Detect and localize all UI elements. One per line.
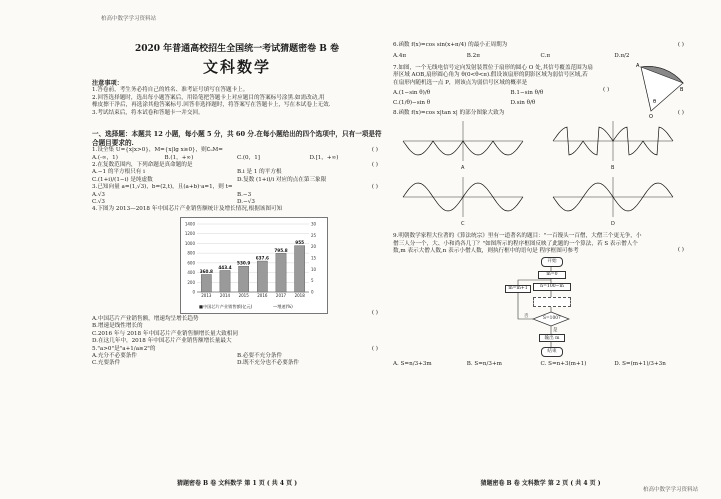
q6-option-d: D.π/2 — [614, 53, 630, 60]
y2-tick-label: 20 — [311, 244, 317, 250]
bar — [220, 270, 230, 292]
q2-option-a: A.−1 的平方根只有 i — [92, 169, 145, 176]
bar-data-label: 360.8 — [199, 268, 213, 274]
q7-option-d: D.sin θ/θ — [510, 100, 536, 107]
q4-stem: 4.下图为 2013—2018 年中国芯片产业销售额统计及增长情况,根据该图可知 — [92, 206, 283, 213]
notice-line: 1.答卷前，考生务必将自己的姓名、准考证号填写在答题卡上。 — [92, 87, 249, 94]
q1-option-d: D.[1，+∞) — [309, 154, 339, 161]
q2-option-c: C.(1+i)/(1−i) 是纯虚数 — [92, 176, 153, 183]
answer-paren: ( ) — [371, 345, 378, 352]
bar — [276, 253, 286, 292]
graph-letter: C — [461, 221, 465, 228]
watermark-bottom: 柏高中数学学习资料站 — [643, 487, 699, 493]
graph-letter: B — [611, 165, 615, 172]
q1-option-b: B.(1，+∞) — [164, 154, 194, 161]
y-tick-label: 800 — [187, 250, 195, 256]
q6-option-a: A.4π — [393, 53, 407, 60]
q4-option-a: A.中国芯片产业销售额，增速均呈增长趋势 — [92, 315, 199, 322]
x-tick-label: 2014 — [219, 292, 231, 298]
y2-tick-label: 10 — [311, 266, 317, 272]
q1-option-a: A.(-∞，1) — [92, 154, 118, 161]
page-footer-right: 猜题密卷 B 卷 文科数学 第 2 页 ( 共 4 页 ) — [480, 480, 601, 487]
flow-n-def: n=100−m — [533, 283, 571, 291]
y2-tick-label: 25 — [311, 232, 317, 238]
q3-option-b: B.−3 — [237, 191, 252, 198]
x-tick-label: 2015 — [238, 292, 249, 298]
answer-paren: ( ) — [371, 162, 378, 169]
bar-data-label: 443.4 — [218, 264, 232, 270]
answer-paren: ( ) — [677, 247, 684, 254]
flow-start: 开始 — [541, 257, 563, 267]
function-graphs — [393, 117, 688, 229]
bar-data-label: 530.9 — [237, 260, 251, 266]
q5-option-c: C.充要条件 — [92, 360, 121, 367]
q1-stem: 1.设全集 U={x|x>0}，M={x|lg x≥0}，则∁ᵤM= — [92, 147, 223, 154]
x-tick-label: 2016 — [257, 292, 268, 298]
y-tick-label: 1400 — [184, 221, 195, 227]
y-tick-label: 1200 — [184, 231, 195, 237]
answer-paren: ( ) — [371, 310, 378, 317]
sector-label-o: O — [649, 113, 653, 119]
q3-option-a: A.√3 — [92, 191, 105, 198]
legend-line-series: —增速(%) — [273, 303, 293, 309]
flow-s-calc-blank — [533, 297, 571, 307]
bar — [257, 261, 267, 292]
q8-stem: 8.函数 f(x)=cos x|tan x| 的部分图象大致为 — [393, 109, 505, 116]
watermark-top: 柏高中数学学习资料站 — [101, 16, 157, 22]
q2-option-d: D.复数 (1+i)/i 对应的点在第三象限 — [237, 176, 327, 183]
y2-tick-label: 0 — [311, 289, 314, 295]
q2-stem: 2.在复数范围内，下列命题是真命题的是 — [92, 162, 193, 169]
q4-option-b: B.增速是线性增长的 — [92, 323, 143, 330]
q4-option-d: D.在这几年中，2018 年中国芯片产业销售额增长量最大 — [92, 338, 232, 345]
q2-option-b: B.i 是 1 的平方根 — [237, 169, 282, 176]
q9-stem-line: 数,m 表示大僧人数,n 表示小僧人数，则执行框中的语句是 程序框图可参考 — [393, 248, 579, 255]
y-tick-label: 600 — [187, 260, 195, 266]
q5-option-d: D.既不充分也不必要条件 — [237, 360, 300, 367]
page-footer-left: 猜题密卷 B 卷 文科数学 第 1 页 ( 共 4 页 ) — [176, 480, 298, 487]
y-tick-label: 200 — [187, 279, 195, 285]
y-tick-label: 0 — [192, 289, 195, 295]
flow-output: 输出 m — [539, 334, 565, 342]
notice-line: 橡皮擦干净后，再选涂其他答案标号.回答非选择题时，将答案写在答题卡上，写在本试卷上无效. — [92, 102, 331, 109]
q9-option-a: A. S=n/3+3m — [393, 361, 432, 368]
q5-option-b: B.必要不充分条件 — [237, 352, 283, 359]
y-tick-label: 400 — [187, 269, 195, 275]
q7-option-c: C.(1/θ)−sin θ — [393, 100, 431, 107]
y-tick-label: 1000 — [184, 240, 195, 246]
q6-stem: 6.函数 f(x)=cos sin(x+π/4) 的最小正周期为 — [393, 42, 508, 48]
bar — [201, 274, 211, 292]
q9-stem-line: 9.明朝数学家程大位著的《算法统宗》里有一道著名的题目："一百馒头一百僧，大僧三个更无争，小 — [393, 233, 642, 240]
notice-heading: 注意事项： — [92, 80, 123, 87]
q3-option-c: C.√3 — [92, 199, 105, 206]
legend-bar-series: ■中国芯片产业销售额(亿元) — [199, 303, 253, 309]
subject-title: 文科数学 — [202, 58, 271, 76]
flow-condition: S=100? — [543, 316, 561, 322]
answer-paren: ( ) — [371, 147, 378, 154]
answer-paren: ( ) — [677, 42, 684, 48]
sector-label-theta: θ — [653, 98, 657, 105]
q6-option-b: B.2π — [466, 53, 480, 60]
q7-stem-line: 形区域 AOB,扇形圆心角为 θ(0<θ<π).假设该扇形的阴影区域为弱信号区域,若 — [393, 72, 588, 79]
bar-data-label: 637.6 — [255, 255, 269, 261]
graph-letter: D — [611, 221, 615, 228]
flow-init: m=0 — [538, 271, 566, 279]
q6-option-c: C.π — [540, 53, 551, 60]
q3-option-d: D.−√3 — [237, 199, 255, 206]
q9-option-d: D. S=(m+1)/3+3n — [614, 361, 666, 368]
bar-data-label: 955 — [295, 239, 305, 245]
notice-line: 2.回答选择题时，选出每小题答案后，用铅笔把答题卡上对应题目的答案标号涂黑.如需改动,用 — [92, 94, 325, 101]
right-page — [393, 30, 688, 487]
q4-option-c: C.2016 年与 2018 年中国芯片产业销售额增长量大致相同 — [92, 330, 238, 337]
flow-no-label: 否 — [524, 314, 529, 320]
y2-tick-label: 15 — [311, 255, 317, 261]
y2-tick-label: 5 — [311, 278, 314, 284]
x-tick-label: 2018 — [294, 292, 305, 298]
sector-label-b: B — [680, 86, 684, 93]
sector-label-a: A — [636, 62, 640, 69]
bar — [295, 245, 305, 291]
notice-line: 3.考试结束后，将本试卷和答题卡一并交回。 — [92, 109, 204, 116]
q7-option-b: B.1−sin θ/θ — [510, 90, 544, 97]
q7-stem-line: 在扇形内随机选一点 P，则该点为弱信号区域的概率是 — [393, 79, 528, 86]
flow-yes-label: 是 — [553, 328, 558, 334]
bar — [239, 266, 249, 292]
graph-letter: A — [461, 165, 465, 172]
answer-paren: ( ) — [677, 109, 684, 116]
x-tick-label: 2017 — [275, 292, 287, 298]
q7-option-a: A.(1−sin θ)/θ — [393, 90, 431, 97]
q9-stem-line: 僧三人分一个，大、小和尚各几丁？"如图所示的程序框图反映了此题的一个算法，若 S 表示僧人个 — [393, 240, 638, 247]
left-page — [92, 30, 382, 487]
flowchart — [393, 255, 688, 377]
q9-option-b: B. S=n/3+m — [466, 361, 502, 368]
q9-option-c: C. S=n+3(m+1) — [540, 361, 587, 368]
q7-stem-line: 7.如图，一个无线电信号定向发射装置位于扇形的圆心 O 处,其信号覆盖范围为扇 — [393, 64, 593, 71]
x-tick-label: 2013 — [201, 292, 212, 298]
bar-data-label: 795.8 — [274, 247, 288, 253]
chip-sales-chart — [180, 217, 328, 314]
exam-title: 2020 年普通高校招生全国统一考试猜题密卷 B 卷 — [134, 44, 340, 54]
answer-paren: ( ) — [371, 184, 378, 191]
y2-tick-label: 30 — [311, 221, 317, 227]
q3-stem: 3.已知向量 a=(1,√3)，b=(2,t)，且(a+b)·a=1，则 t= — [92, 184, 233, 191]
q5-option-a: A.充分不必要条件 — [92, 352, 137, 359]
flow-end: 结束 — [541, 347, 563, 357]
answer-paren: ( ) — [603, 86, 610, 93]
flow-increment: m=m+1 — [505, 285, 531, 293]
chart-svg — [181, 218, 327, 313]
q5-stem: 5."a>0"是"a+1/a≥2"的 — [92, 345, 156, 352]
q1-option-c: C.(0，1] — [237, 154, 260, 161]
section-heading: 一、选择题：本题共 12 小题，每小题 5 分，共 60 分.在每小题给出的四个选项中，只有一项是符合题目要求的. — [92, 130, 382, 147]
